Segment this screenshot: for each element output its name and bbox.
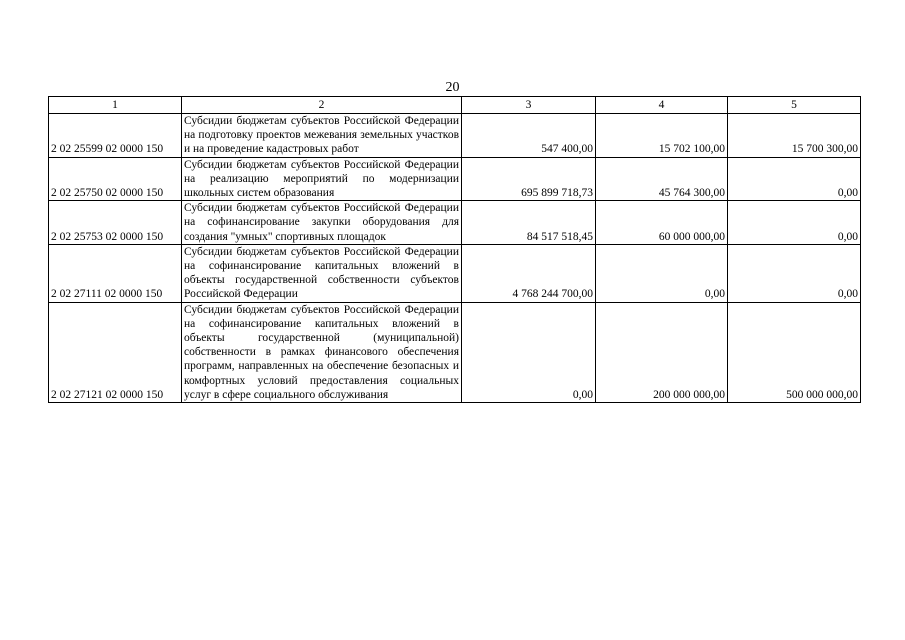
subsidy-name: Субсидии бюджетам субъектов Российской Федерации на софинансирование закупки оборудования для создания "умных" спортивных площадок (182, 201, 462, 245)
amount-col-5: 0,00 (728, 157, 861, 201)
header-col-1: 1 (49, 97, 182, 114)
subsidy-name: Субсидии бюджетам субъектов Российской Федерации на софинансирование капитальных вложений в объекты государственной (муниципальной) собственности в рамках финансового обеспечения программ, направленных на обеспечение безопасных и комфортных условий предоставления социальных услуг в сфере социального обслуживания (182, 302, 462, 402)
amount-col-4: 15 702 100,00 (596, 114, 728, 158)
amount-col-4: 60 000 000,00 (596, 201, 728, 245)
header-col-5: 5 (728, 97, 861, 114)
amount-col-3: 547 400,00 (462, 114, 596, 158)
budget-code: 2 02 27111 02 0000 150 (49, 244, 182, 302)
header-col-4: 4 (596, 97, 728, 114)
table-row (49, 114, 861, 158)
amount-col-3: 695 899 718,73 (462, 157, 596, 201)
amount-col-4: 0,00 (596, 244, 728, 302)
subsidy-name: Субсидии бюджетам субъектов Российской Федерации на подготовку проектов межевания земельных участков и на проведение кадастровых работ (182, 114, 462, 158)
header-col-3: 3 (462, 97, 596, 114)
amount-col-3: 4 768 244 700,00 (462, 244, 596, 302)
header-row (49, 97, 861, 114)
amount-col-4: 45 764 300,00 (596, 157, 728, 201)
amount-col-3: 84 517 518,45 (462, 201, 596, 245)
amount-col-5: 0,00 (728, 244, 861, 302)
amount-col-3: 0,00 (462, 302, 596, 402)
budget-table (48, 96, 861, 403)
budget-code: 2 02 25750 02 0000 150 (49, 157, 182, 201)
amount-col-5: 15 700 300,00 (728, 114, 861, 158)
table-row (49, 244, 861, 302)
table-row (49, 302, 861, 402)
budget-code: 2 02 25753 02 0000 150 (49, 201, 182, 245)
budget-code: 2 02 25599 02 0000 150 (49, 114, 182, 158)
page-number: 20 (445, 80, 460, 95)
amount-col-4: 200 000 000,00 (596, 302, 728, 402)
amount-col-5: 0,00 (728, 201, 861, 245)
subsidy-name: Субсидии бюджетам субъектов Российской Федерации на реализацию мероприятий по модернизации школьных систем образования (182, 157, 462, 201)
table-row (49, 157, 861, 201)
subsidy-name: Субсидии бюджетам субъектов Российской Федерации на софинансирование капитальных вложений в объекты государственной собственности субъектов Российской Федерации (182, 244, 462, 302)
table-row (49, 201, 861, 245)
amount-col-5: 500 000 000,00 (728, 302, 861, 402)
header-col-2: 2 (182, 97, 462, 114)
budget-code: 2 02 27121 02 0000 150 (49, 302, 182, 402)
